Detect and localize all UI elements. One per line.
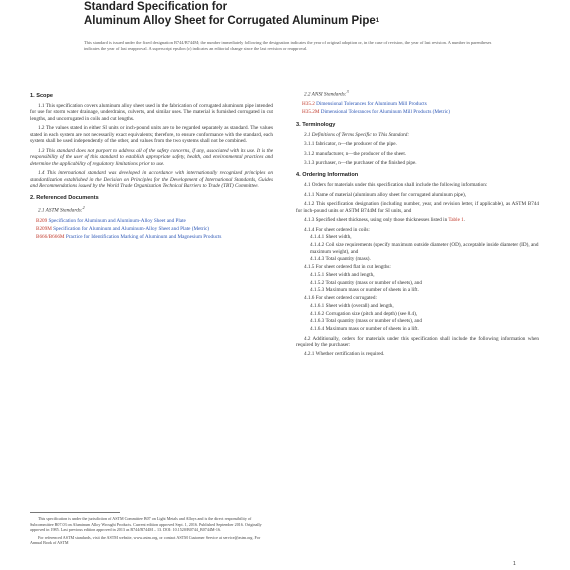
ordering-list-item: 4.1.6 For sheet ordered corrugated: (304, 295, 377, 302)
ansi-standards-intro (296, 89, 539, 98)
ordering-information-heading: 4. Ordering Information (296, 172, 359, 179)
ordering-list-item: 4.1.5 For sheet ordered flat in cut lengths: (304, 264, 391, 271)
ordering-list-item: 4.1.4.1 Sheet width, (310, 234, 352, 241)
title-footnote-mark: 1 (375, 18, 380, 24)
reference-title-link[interactable]: Specification for Aluminum and Aluminum-Alloy Sheet and Plate (Metric) (53, 225, 210, 232)
terminology-3-1: 3.1 Definitions of Terms Specific to This Standard: (304, 131, 410, 138)
terminology-3-1-3: 3.1.3 purchaser, n—the purchaser of the finished pipe. (304, 159, 417, 166)
reference-item (30, 218, 273, 224)
left-column (30, 87, 273, 241)
ordering-list-item: 4.1.6.2 Corrugation size (pitch and depth) (see 8.4), (310, 310, 418, 317)
reference-item (30, 226, 273, 232)
reference-code-link[interactable]: B209 (36, 217, 48, 224)
referenced-documents-heading: 2. Referenced Documents (30, 195, 99, 202)
astm-footnote-mark: 2 (82, 205, 85, 211)
ansi-title-link[interactable]: Dimensional Tolerances for Aluminum Mill Products (Metric) (320, 109, 450, 116)
ordering-list-item: 4.1.5.2 Total quantity (mass or number of sheets), and (310, 279, 422, 286)
ordering-4-1-3-end: . (463, 217, 466, 224)
ansi-code-link[interactable]: H35.2M (302, 109, 320, 116)
footnotes (30, 516, 273, 548)
footnote-2: For referenced ASTM standards, visit the ASTM website, www.astm.org, or contact ASTM Customer Service at service@astm.org. For Annual Book of ASTM (30, 534, 261, 546)
ordering-4-1-2: 4.1.2 This specification designation (including number, year, and revision letter, if applicable), as ASTM B744 for inch-pound units or ASTM B744M for SI units, and (296, 201, 539, 214)
standard-designation-note: This standard is issued under the fixed designation B744/B744M; the number immediately following the designation indicates the year of original adoption or, in the case of revision, the year of last revision. A number in parentheses indicates the year of last reapproval. A superscript epsilon (ε) indicates an editorial change since the last revision or reapproval. (84, 40, 492, 52)
reference-title-link[interactable]: Specification for Aluminum and Aluminum-Alloy Sheet and Plate (48, 217, 186, 224)
terminology-3-1-2: 3.1.2 manufacturer, n—the producer of the sheet. (304, 150, 407, 157)
title-block (84, 0, 504, 28)
scope-heading: 1. Scope (30, 93, 54, 99)
ordering-list-item: 4.1.4 For sheet ordered in coils: (304, 226, 370, 233)
ordering-list-item: 4.1.5.1 Sheet width and length, (310, 271, 375, 278)
paragraph-1-4: 1.4 This international standard was developed in accordance with internationally recognized principles on standardization established in the Decision on Principles for the Development of International Standards, Guides and Recommendations issued by the World Trade Organization Technical Barriers to Trade (TBT) Committee. (30, 170, 273, 189)
ordering-list-item: 4.1.4.3 Total quantity (mass). (310, 256, 371, 263)
ansi-reference-list (296, 101, 539, 115)
ansi-footnote-mark: 3 (346, 89, 349, 94)
ordering-4-1-3 (296, 217, 539, 223)
astm-reference-list (30, 218, 273, 240)
ansi-code-link[interactable]: H35.2 (302, 101, 315, 108)
table-1-link[interactable]: Table 1 (448, 217, 464, 224)
title-line-1: Standard Specification for (84, 1, 228, 13)
ordering-list-item: 4.1.6.4 Maximum mass or number of sheets in a lift. (310, 326, 419, 333)
astm-standards-label: 2.1 ASTM Standards: (38, 208, 83, 215)
ordering-4-2-1: 4.2.1 Whether certification is required. (304, 351, 385, 358)
footnote-1: This specification is under the jurisdiction of ASTM Committee B07 on Light Metals and Alloys and is the direct responsibility of Subcommittee B07.03 on Aluminum Alloy Wrought Products. Current edition approved Sept. 1, 2016. Published September 2016. Originally approved in 1985. Last previous edition approved in 2013 as B744/B744M – 13. DOI: 10.1520/B0744_B0744M-16. (30, 516, 262, 533)
ansi-reference-item (296, 109, 539, 115)
title-text: Aluminum Alloy Sheet for Corrugated Aluminum Pipe (84, 15, 376, 27)
reference-item (30, 234, 273, 240)
ansi-title-link[interactable]: Dimensional Tolerances for Aluminum Mill Products (316, 101, 427, 108)
reference-title-link[interactable]: Practice for Identification Marking of Aluminum and Magnesium Products (65, 233, 222, 240)
ordering-4-1-1: 4.1.1 Name of material (aluminum alloy sheet for corrugated aluminum pipe), (304, 191, 467, 198)
terminology-3-1-1: 3.1.1 fabricator, n—the producer of the pipe. (304, 141, 397, 148)
reference-code-link[interactable]: B666/B666M (36, 233, 65, 240)
ansi-standards-label: 2.2 ANSI Standards: (304, 91, 347, 98)
ansi-reference-item (296, 101, 539, 107)
paragraph-1-3: 1.3 This standard does not purport to address all of the safety concerns, if any, associated with its use. It is the responsibility of the user of this standard to establish appropriate safety, health, and environmental practices and determine the applicability of regulatory limitations prior to use. (30, 147, 273, 167)
astm-standards-intro (30, 205, 273, 214)
paragraph-1-1: 1.1 This specification covers aluminum alloy sheet used in the fabrication of corrugated aluminum pipe intended for use for storm water drainage, underdrains, culverts, and similar uses. The material is furnished corrugated in cut lengths, and uncorrugated in coils and cut lengths. (30, 103, 273, 122)
ordering-items-list (296, 227, 539, 333)
reference-code-link[interactable]: B209M (36, 225, 52, 232)
page-number: 1 (513, 561, 516, 567)
ordering-list-item: 4.1.6.3 Total quantity (mass or number of sheets), and (310, 318, 422, 325)
ordering-4-1: 4.1 Orders for materials under this specification shall include the following information: (304, 182, 488, 189)
paragraph-1-2: 1.2 The values stated in either SI units or inch-pound units are to be regarded separately as standard. The values stated in each system are not necessarily exact equivalents; therefore, to ensure conformance with the standard, each system shall be used independently of the other, and values from the two systems shall not be combined. (30, 125, 273, 145)
ordering-list-item: 4.1.4.2 Coil size requirements (specify maximum outside diameter (OD), acceptable inside diameter (ID), and maximum weight), and (310, 242, 539, 255)
footnote-divider (30, 512, 120, 513)
terminology-heading: 3. Terminology (296, 121, 336, 128)
ordering-4-2: 4.2 Additionally, orders for materials under this specification shall include the following information when required by the purchaser: (296, 335, 539, 349)
ordering-4-1-3-text: 4.1.3 Specified sheet thickness, using only those thicknesses listed in (304, 217, 448, 224)
right-column (296, 87, 539, 361)
title-line-2 (84, 14, 504, 28)
ordering-list-item: 4.1.5.3 Maximum mass or number of sheets in a lift. (310, 287, 419, 294)
ordering-list-item: 4.1.6.1 Sheet width (overall) and length, (310, 302, 394, 309)
